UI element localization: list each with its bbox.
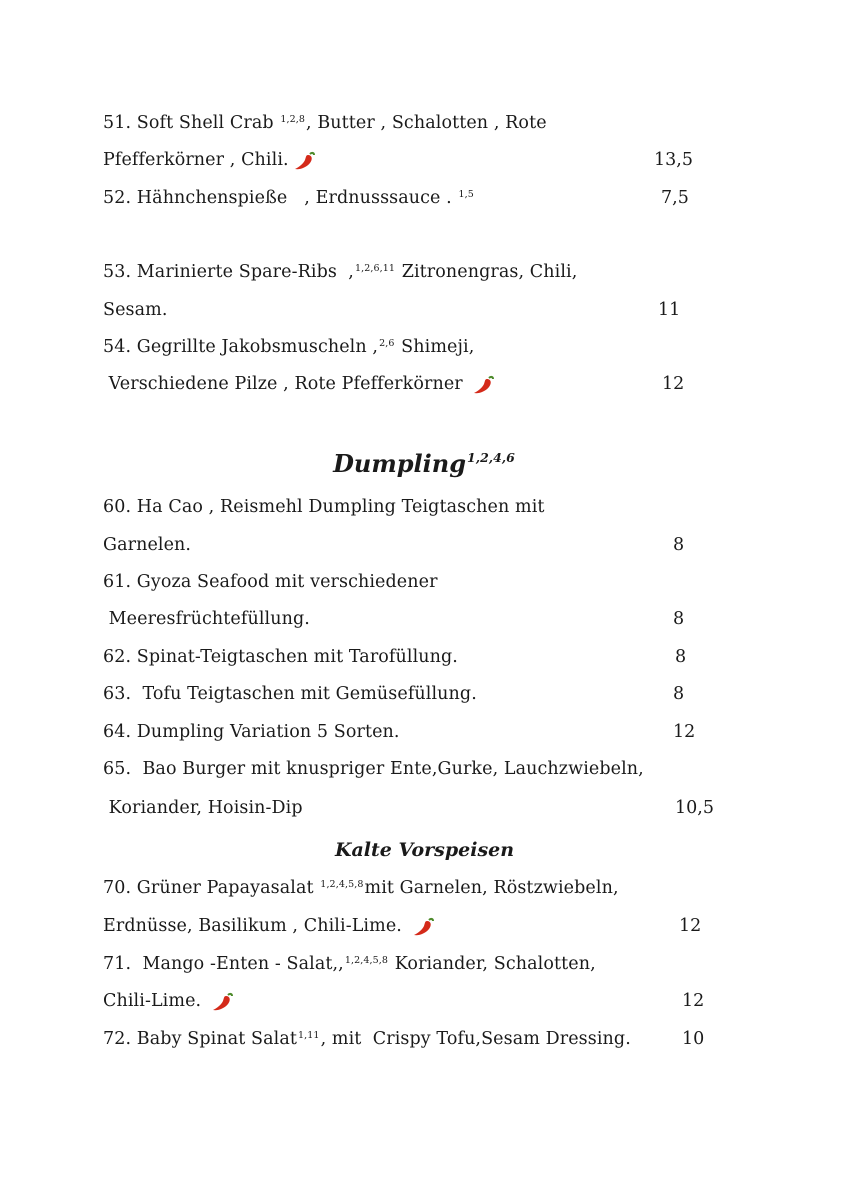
menu-item-65-line2: Koriander, Hoisin-Dip	[103, 798, 303, 818]
menu-item-52-price: 7,5	[661, 188, 689, 208]
menu-item-53-line2: Sesam.	[103, 300, 168, 320]
menu-item-64-line1: 64. Dumpling Variation 5 Sorten.	[103, 722, 400, 742]
menu-item-53-price: 11	[658, 300, 681, 320]
section-heading-kalte-vorspeisen: Kalte Vorspeisen	[334, 839, 515, 861]
menu-item-51-line2: Pfefferkörner , Chili.	[103, 149, 317, 172]
menu-item-62-price: 8	[675, 647, 687, 667]
chili-pepper-icon	[211, 991, 235, 1013]
menu-item-51-price: 13,5	[654, 150, 693, 170]
menu-item-63-price: 8	[673, 684, 685, 704]
menu-item-53-line1: 53. Marinierte Spare-Ribs ,$^{1,2,6,11}$ Zitronengras, Chili,	[103, 262, 578, 282]
menu-item-72-line1: 72. Baby Spinat Salat$^{1,11}$, mit Crispy Tofu,Sesam Dressing.	[103, 1029, 631, 1049]
menu-item-60-line1: 60. Ha Cao , Reismehl Dumpling Teigtaschen mit	[103, 497, 545, 517]
menu-item-65-line1: 65. Bao Burger mit knuspriger Ente,Gurke, Lauchzwiebeln,	[103, 759, 644, 779]
menu-item-63-line1: 63. Tofu Teigtaschen mit Gemüsefüllung.	[103, 684, 477, 704]
menu-item-70-line2: Erdnüsse, Basilikum , Chili-Lime.	[103, 915, 436, 938]
chili-pepper-icon	[412, 916, 436, 938]
menu-item-61-price: 8	[673, 609, 685, 629]
menu-item-71-price: 12	[682, 991, 705, 1011]
menu-item-60-line2: Garnelen.	[103, 535, 192, 555]
menu-item-51-line1: 51. Soft Shell Crab $^{1,2,8}$, Butter , Schalotten , Rote	[103, 113, 547, 133]
menu-item-52-line1: 52. Hähnchenspieße , Erdnusssauce . $^{1,5}$	[103, 188, 474, 208]
menu-item-71-line2: Chili-Lime.	[103, 990, 235, 1013]
menu-item-65-price: 10,5	[675, 798, 714, 818]
menu-item-70-price: 12	[679, 916, 702, 936]
menu-item-61-line2: Meeresfrüchtefüllung.	[103, 609, 310, 629]
menu-item-62-line1: 62. Spinat-Teigtaschen mit Tarofüllung.	[103, 647, 458, 667]
menu-item-60-price: 8	[673, 535, 685, 555]
section-heading-dumpling: Dumpling$^{1,2,4,6}$	[333, 449, 515, 478]
menu-item-70-line1: 70. Grüner Papayasalat $^{1,2,4,5,8}$mit Garnelen, Röstzwiebeln,	[103, 878, 619, 898]
chili-pepper-icon	[472, 374, 496, 396]
chili-pepper-icon	[293, 150, 317, 172]
menu-item-54-line1: 54. Gegrillte Jakobsmuscheln ,$^{2,6}$ Shimeji,	[103, 337, 475, 357]
menu-item-72-price: 10	[682, 1029, 705, 1049]
menu-item-54-price: 12	[662, 374, 685, 394]
menu-item-71-line1: 71. Mango -Enten - Salat,,$^{1,2,4,5,8}$ Koriander, Schalotten,	[103, 954, 596, 974]
menu-item-61-line1: 61. Gyoza Seafood mit verschiedener	[103, 572, 438, 592]
menu-item-54-line2: Verschiedene Pilze , Rote Pfefferkörner	[103, 373, 496, 396]
menu-item-64-price: 12	[673, 722, 696, 742]
